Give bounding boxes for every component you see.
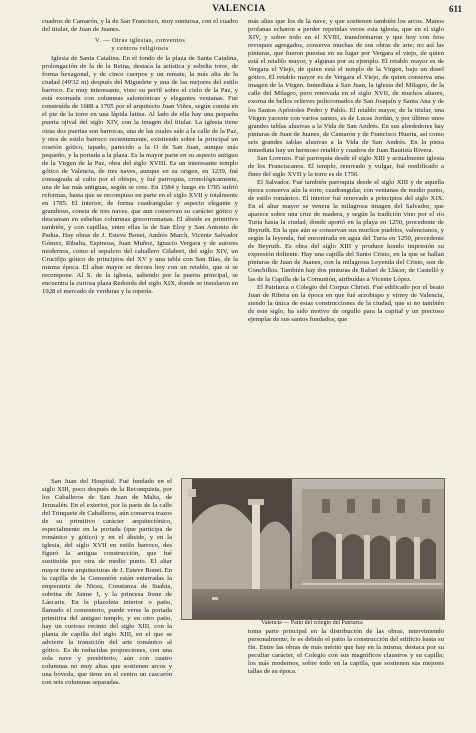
- page-header: [16, 4, 462, 18]
- patio-photograph: [181, 478, 445, 620]
- milagro-paragraph: más altas que los de la nave, y que sostienen también los arcos. Manos profanas echaron a perder repetidas veces esta iglesia, que en el siglo XIV, y sobre todo en el XVIII, transformaron y que hoy con feos revoques agregados, conserva muchas de sus obras de arte; no así las pinturas, que fueron puestas en su lugar por Vergara el viejo, de quien está el retablo mayor, y algunas por su ejemplo. El retablo mayor es de Vergara el Viejo, de quien está el templo de la Virgen, bajo un dosel gótico. El retablo mayor es de Vergara el Viejo, de quien conserva una imagen de la Virgen. Inmediata a San Juan, la iglesia del Milagro, de la calle del Milagro, pero renovada en el siglo XVII, de muchos altares, exorna de bellos relieves policromados de San Joaquín y Santa Ana y de los Santos Apóstoles Pedro y Pablo. El retablo mayor, de la titular, una Virgen yacente con varios santos, es de Lucas Jordán, y por último unos grandes tablas alusivas a la Vida de San Andrés. En sus alrededores hay pinturas de Juan de Juanes, de Camarón y de Francisco Huerta, así como seis grandes tablas alusivas a la Vida de San Andrés. En la pieza inmediata hay un hermoso retablo y cuadros de Juan Bautista Rivera.: [248, 18, 444, 154]
- right-column-lower: [248, 628, 444, 720]
- left-column-lower: [42, 478, 172, 722]
- san-juan-hospital-paragraph: San Juan del Hospital. Fué fundado en el siglo XIII, poco después de la Reconquista, por los Caballeros de San Juan de Malta, de Jerusalén. En el exterior, por la parte de la calle del Trinquete de Caballeros, aún conserva trazos de su primitivo carácter arquitectónico, especialmente en la portada (que participa de románico y gótico) y en el ábside, y en la iglesia, del siglo XVII en estilo barroco, des figuró la antigua construcción, que fué sustituída por otra de medio punto. El altar mayor tiene arquitecturas de J. Esteve Bonet. En la capilla de la Comunión están enterradas la emperatriz de Nicea, Constanza de Suabia, sobrina de Jaime I, y la princesa Irene de Láscaris. En la plazoleta interior o patio, llamado el cementerio, puede verse la portada primitiva del antiguo templo, y en otro patio, hay un curioso recinto del siglo XIII, con la planta de capilla del siglo XIII, en el que se advierte la transición del arte románico al gótico. Es de reducidas proporciones, con una sola nave y presbiterio, aún con cuatro columnas no muy altas que sostienen arcos y una bóveda, que tiene en el centro un cascarón con seis columnas separadas.: [42, 478, 172, 687]
- patriarca-continuation: toma parte principal en la distribución de las obras, interviniendo personalmente; le es debido el patio la construcción del edificio hasta su fin. Entre las obras de más mérito que hay en la misma, destaca por su peculiar carácter, el Colegio con sus magníficos claustros y su capilla; los más modernos, sobre todo en la capilla, que sostienen sus mejores tallas de su época.: [248, 628, 444, 676]
- page-number: 611: [448, 4, 462, 14]
- running-title: VALENCIA: [212, 4, 266, 14]
- patriarca-paragraph: El Patriarca o Colegio del Corpus Christi. Fué edificado por el beato Juan de Ribera en la época en que fué arzobispo y virrey de Valencia, siendo la única de estas construcciones de la ciudad, que si no también de este siglo, ha sido motivo de orgullo para la capital y un precioso ejemplar de sus santos fundados, que: [248, 283, 444, 323]
- section-heading-line1: V. — Otras iglesias, conventos: [94, 37, 186, 45]
- section-heading: [42, 37, 238, 53]
- section-heading-line2: y centros religiosos: [111, 45, 169, 53]
- el-salvador-paragraph: El Salvador. Fué también parroquia desde el siglo XIII y de aquella época conserva aún la torre, cuadrangular, con ventanas de medio punto, de estilo románico. El interior fué renovado a principios del siglo XIX. En el altar mayor se venera la milagrosa imagen del Salvador, que aparece sobre una cruz de madera, y según la tradición vino por el río Turia hasta la ciudad, donde aportó en la playa en 1250, procedente de Beyruth. En la que aún se conservan sus muchos pueblos, valencianos, y según la leyenda, fué encontrada en agua del Turia en 1250, procedente de Beyruth. Es obra del siglo XIII y produce hondo impresión su expresión doliente. Hay una capilla del Santo Cristo, en la que se hallan pinturas de Juan de Juanes, con la milagrosa Leyenda del Cristo, son de Conchillos. También hay dos pinturas de Rafael de Llácer, de Castelló y las de la Capilla de la Comunión, atribuídas a Vicente López.: [248, 178, 444, 283]
- left-column: [42, 18, 238, 478]
- opening-paragraph: cuadros de Camarón, y la de San Francisco, muy suntuosa, con el cuadro del titular, de Juan de Juanes.: [42, 18, 238, 34]
- san-lorenzo-paragraph: San Lorenzo. Fué parroquia desde el siglo XIII y actualmente iglesia de los Franciscanos. El templo, renovado y vulgar, fué reedificado a fines del siglo XVII y la torre es de 1756.: [248, 154, 444, 178]
- cloister-illustration: [182, 479, 444, 619]
- right-column: [248, 18, 444, 488]
- figure-caption: Valencia — Patio del colegio del Patriarca: [261, 620, 363, 626]
- santa-catalina-paragraph: Iglesia de Santa Catalina. En el fondo de la plaza de Santa Catalina, prolongación de la de la Reina, destaca la artística y esbelta torre, de forma hexagonal, y de cinco cuerpos y un remate, la más alta de la ciudad (49'32 m) después del Miguelete y una de las mejores del estilo barroco. Es muy interesante, visto su perfil sobre el cielo de la Paz, y está exornada con columnas salomónicas y elegantes ventanas. Fué construída de 1688 a 1705 por el arquitecto Juan Viñes, según consta en el pie de la torre en una lápida latina. Al lado de ella hay una pequeña puerta ojival del siglo XIV, con la imagen del titular. La iglesia tiene otras dos puertas son barrocas, una de las cuales sale a la calle de la Paz, y otra de estilo barroco recientemente, existiendo sobre la principal un rosetón gótico, tapado, parecido a la O de San Juan, aunque más pequeño, y la portada a la plaza. Es la mayor parte en su aspecto antiguo de la Virgen de la Paz, obra del siglo XVIII. Es un interesante templo gótico de Valencia, de tres naves, aunque en su origen, en 1239, fué consagrada al culto por el obispo, y fué parroquia, cronológicamente, una de las más antiguas, según se cree. En 1584 y luego en 1785 sufrió reformas, hasta que se recompuso en parte en el siglo XVII y totalmente en 1785. El interior, de forma cuadrangular y aspecto elegante y grandioso, consta de tres naves, que aun conservan su carácter gótico y descansan en esbeltas columnas grecorromanas. El ábside es primitivo también, y con capillas, entre ellas la de San Eloy y San Antonio de Padua. Hay obras de J. Esteve Bonet, Andrés March, Vicente Salvador Gómez, Ribalta, Espinosa, Juan Muñoz, Ignacio Vergara y de autores modernos, como el sepulcro del caballero Gilabert, del siglo XIV, un Crucifijo gótico de principios del XV y una tabla con San Blas, de la misma época. El altar mayor se decora hoy con un retablo, que si se recompone. Al S. de la iglesia, saliendo por la puerta principal, se encuentra la curiosa plaza Redonda del siglo XIX, donde se instalaron en 1928 el mercado de verduras y la ropería.: [42, 55, 238, 296]
